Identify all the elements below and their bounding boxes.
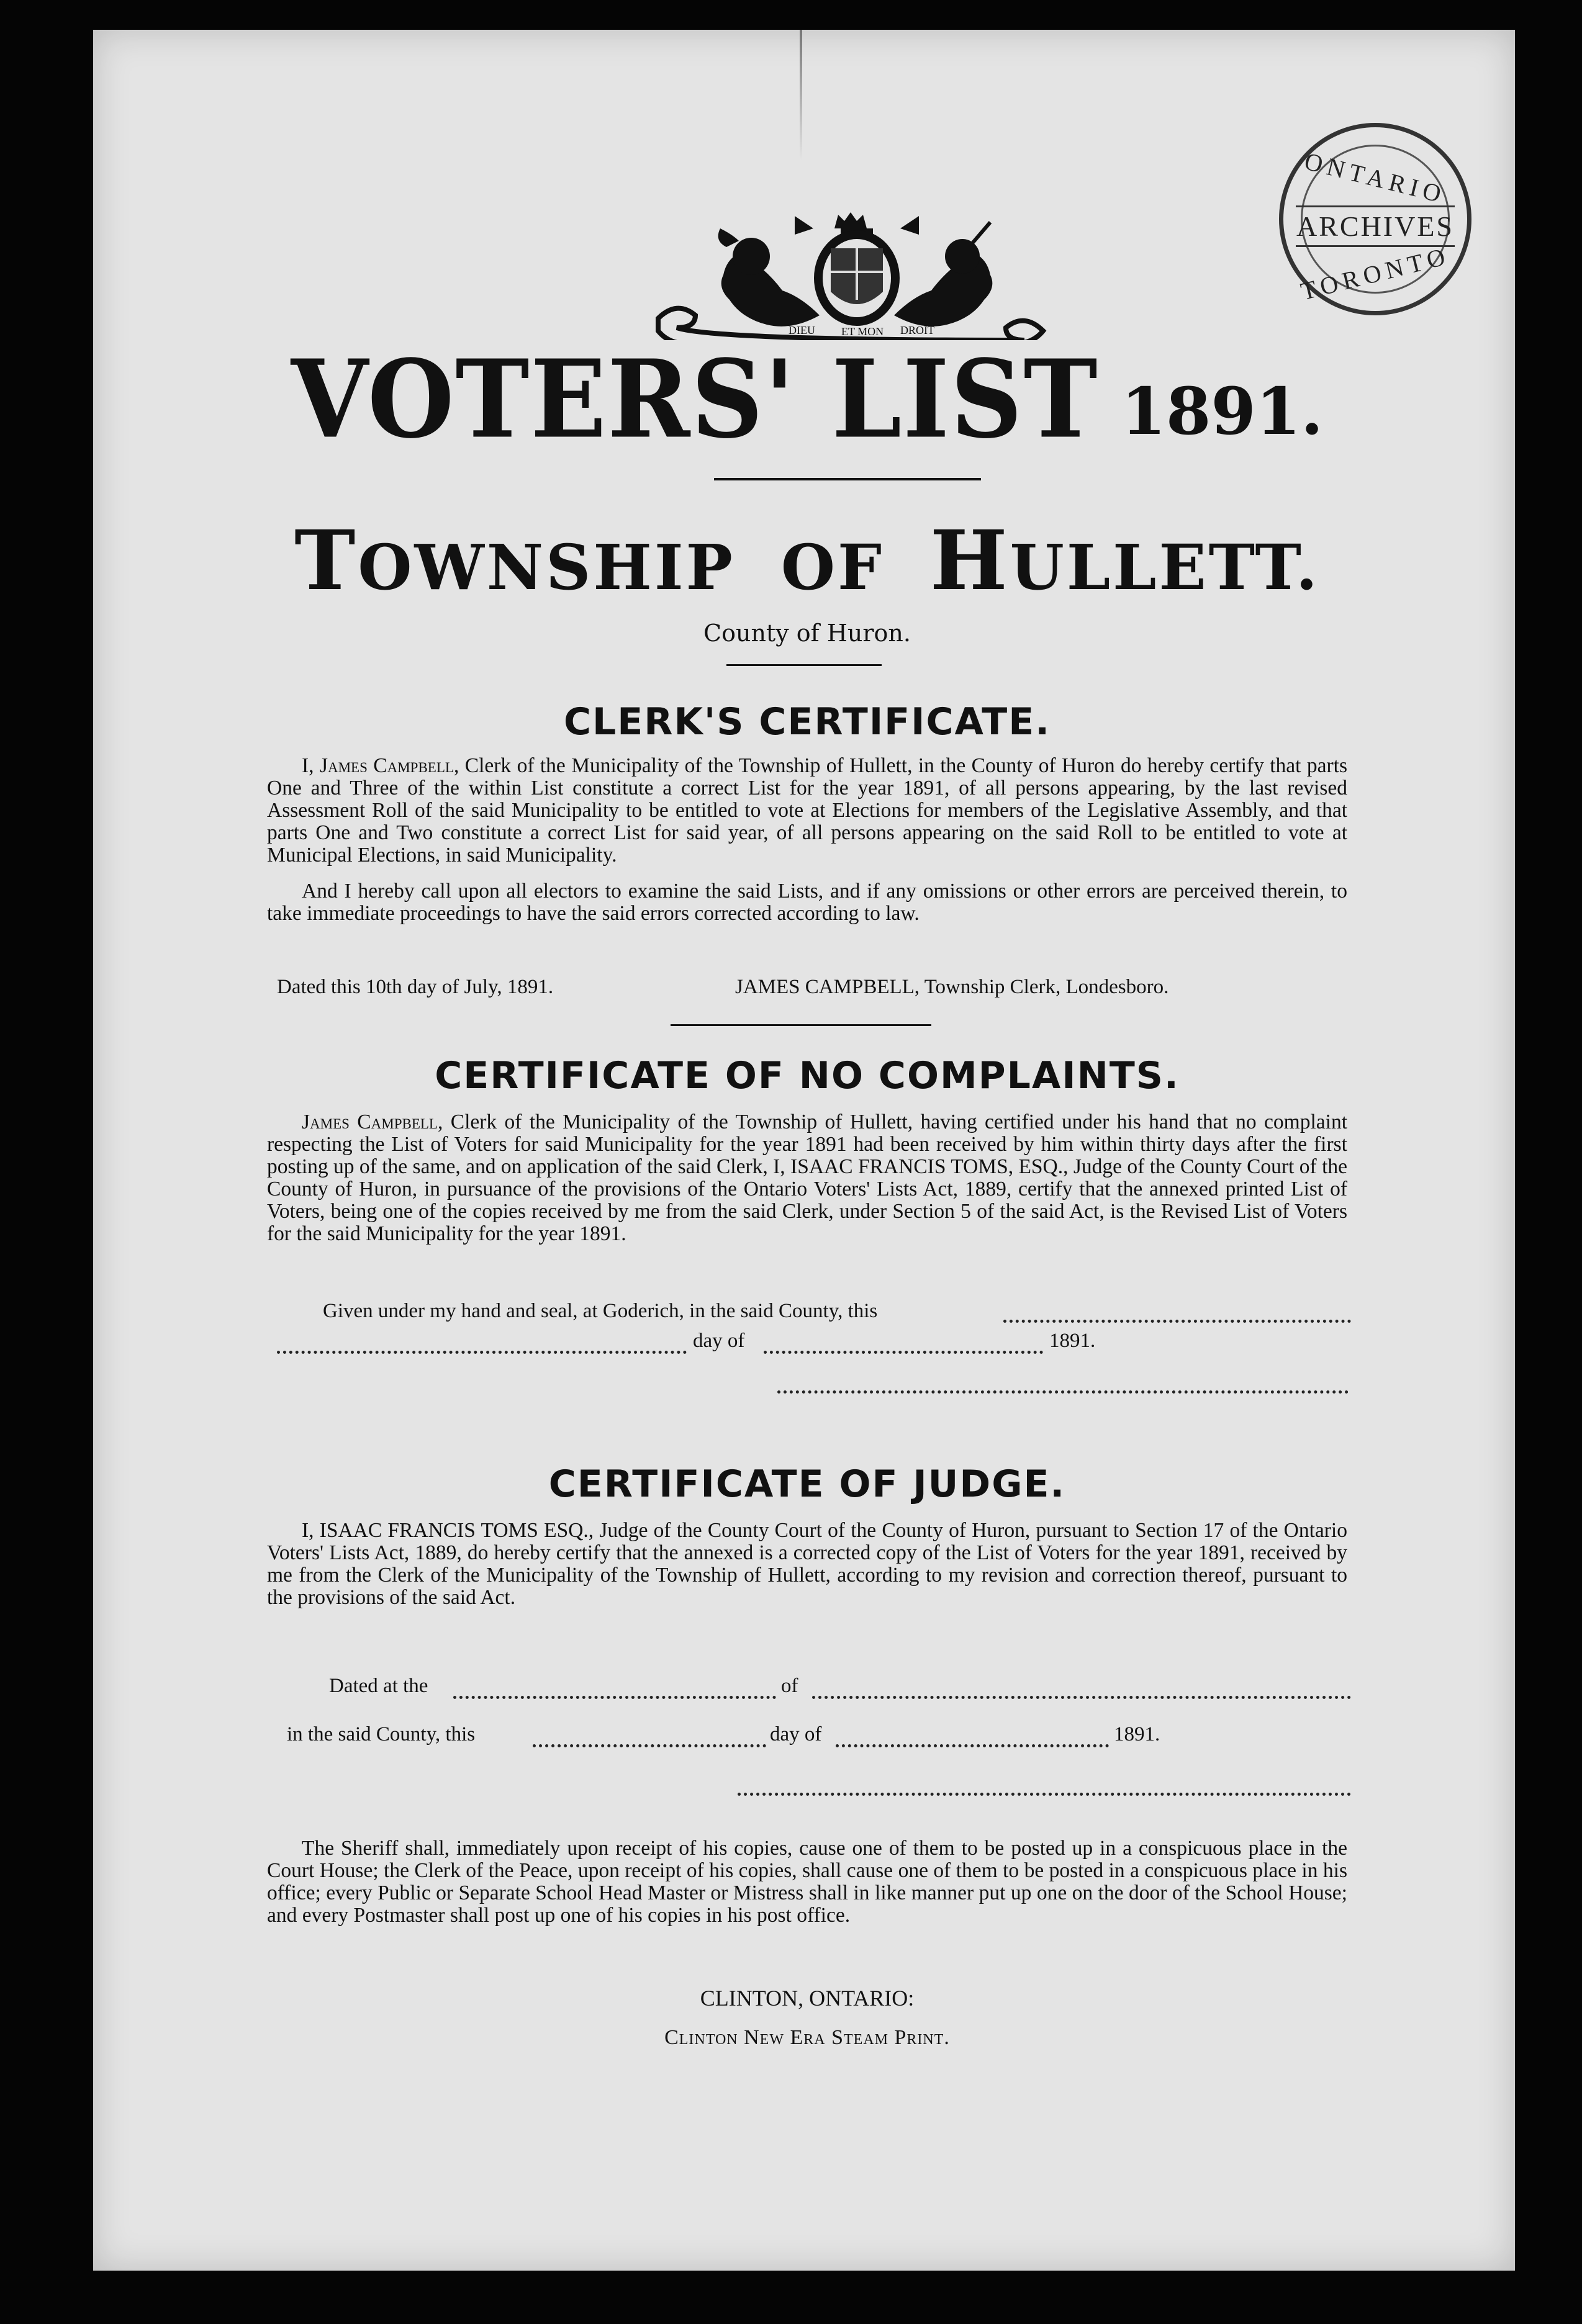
royal-coat-of-arms-icon	[633, 210, 1080, 340]
judge-certificate-heading: CERTIFICATE OF JUDGE.	[548, 1462, 1066, 1506]
judge-signature-line-1	[777, 1390, 1349, 1394]
clerk-p1-text: , Clerk of the Municipality of the Township of Hullett, in the County of Huron do hereby certify that parts One and Three of the within List constitute a correct List for the year 1891, of all persons appearing, by the last revised Assessment Roll of the said Municipality to be entitled to vote at Elections for members of the Legislative Assembly, and that parts One and Two constitute a correct List for said year, of all persons appearing on the said Roll to be entitled to vote at Municipal Elections, in said Municipality.	[267, 754, 1347, 867]
clerk-signature: JAMES CAMPBELL, Township Clerk, Londesboro.	[735, 976, 1169, 998]
archives-stamp	[1279, 123, 1471, 315]
given-year-label: 1891.	[1049, 1330, 1096, 1352]
township-t-cap: T	[294, 513, 358, 609]
title-year: 1891.	[1121, 373, 1324, 449]
judge-day-of-label: day of	[770, 1723, 822, 1745]
stamp-bottom-text: TORONTO	[1298, 241, 1453, 306]
clerk-dated-line: Dated this 10th day of July, 1891.	[277, 976, 554, 998]
given-day-of-label: day of	[693, 1330, 745, 1352]
stamp-middle-text: ARCHIVES	[1296, 205, 1455, 247]
township-t-rest: OWNSHIP	[358, 531, 735, 604]
document-sheet	[93, 30, 1515, 2271]
imprint-place: CLINTON, ONTARIO:	[700, 1986, 915, 2011]
township-h-rest: ULLETT.	[1010, 531, 1320, 604]
judge-year-label: 1891.	[1114, 1723, 1160, 1745]
imprint-printer: Clinton New Era Steam Print.	[664, 2026, 950, 2049]
in-county-label: in the said County, this	[287, 1723, 476, 1745]
sheriff-note-paragraph: The Sheriff shall, immediately upon receipt of his copies, cause one of them to be posted up in a conspicuous place in the Court House; the Clerk of the Peace, upon receipt of his copies, shall cause one of them to be posted in a conspicuous place in his office; every Public or Separate School Head Master or Mistress shall in like manner put up one on the door of the School House; and every Postmaster shall post up one of his copies in his post office.	[267, 1837, 1347, 1927]
motto-left: DIEU	[789, 324, 815, 336]
dated-at-blank	[453, 1696, 776, 1699]
no-complaints-body	[267, 1111, 1347, 1245]
no-complaints-text: , Clerk of the Municipality of the Township of Hullett, having certified under his hand that no complaint respecting the List of Voters for said Municipality for the year 1891 had been received by him within thirty days after the first posting up of the same, and on application of the said Clerk, I, ISAAC FRANCIS TOMS, ESQ., Judge of the County Court of the County of Huron, in pursuance of the provisions of the Ontario Voters' Lists Act, 1889, certify that the annexed printed List of Voters, being one of the copies received by me from the said Clerk, under Section 5 of the said Act, is the Revised List of Voters for the said Municipality for the year 1891.	[267, 1110, 1347, 1245]
in-county-blank	[533, 1744, 766, 1747]
given-month-blank	[764, 1351, 1043, 1354]
divider-rule-1	[714, 478, 981, 480]
clerk-certificate-paragraph-2: And I hereby call upon all electors to examine the said Lists, and if any omissions or other errors are perceived therein, to take immediate proceedings to have the said errors corrected according to law.	[267, 880, 1347, 925]
stamp-top-text: ONTARIO	[1301, 146, 1449, 209]
no-complaints-paragraph	[267, 1111, 1347, 1245]
judge-signature-line	[738, 1793, 1351, 1796]
dated-of-label: of	[781, 1675, 798, 1697]
no-complaints-heading: CERTIFICATE OF NO COMPLAINTS.	[435, 1054, 1180, 1097]
paper-fold	[800, 30, 802, 160]
clerk-certificate-paragraph-1	[267, 755, 1347, 867]
clerk-p1-name: James Campbell	[319, 754, 454, 777]
township-of: OF	[780, 531, 884, 604]
dated-of-blank	[812, 1696, 1351, 1699]
clerk-certificate-body	[267, 755, 1347, 925]
title-main: VOTERS' LIST	[291, 336, 1099, 462]
page-title	[279, 336, 1335, 462]
dated-at-label: Dated at the	[329, 1675, 428, 1697]
township-h-cap: H	[929, 513, 1010, 609]
county-subtitle: County of Huron.	[703, 619, 911, 647]
judge-certificate-paragraph: I, ISAAC FRANCIS TOMS ESQ., Judge of the County Court of the County of Huron, pursuant to Section 17 of the Ontario Voters' Lists Act, 1889, do hereby certify that the annexed is a corrected copy of the List of Voters for the year 1891, received by me from the Clerk of the Municipality of the Township of Hullett, according to my revision and correction thereof, pursuant to the provisions of the said Act.	[267, 1519, 1347, 1609]
clerk-p1-lead: I,	[302, 754, 320, 777]
given-under-hand-text: Given under my hand and seal, at Goderich, in the said County, this	[323, 1300, 878, 1322]
motto-right: DROIT	[900, 324, 934, 336]
judge-month-blank	[836, 1744, 1109, 1747]
judge-certificate-body	[267, 1520, 1347, 1609]
motto-mid: ET MON	[841, 325, 884, 338]
sheriff-note	[267, 1837, 1347, 1927]
no-complaints-name: James Campbell	[302, 1110, 438, 1133]
clerk-certificate-heading: CLERK'S CERTIFICATE.	[563, 700, 1051, 744]
divider-rule-2	[726, 664, 882, 666]
given-blank-line	[1003, 1320, 1351, 1323]
divider-rule-3	[671, 1024, 931, 1026]
township-heading	[279, 513, 1335, 609]
given-day-blank	[277, 1351, 687, 1354]
